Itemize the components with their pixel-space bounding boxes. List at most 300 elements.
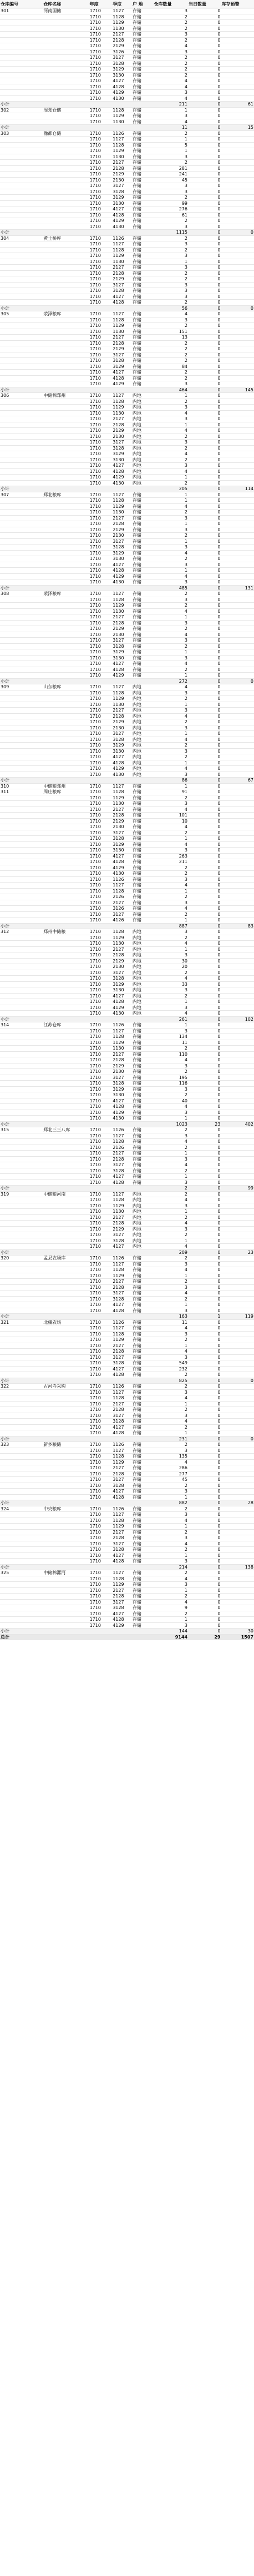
table-row[interactable] [0,125,254,131]
table-row[interactable] [0,608,254,614]
table-row[interactable] [0,911,254,918]
table-row[interactable] [0,620,254,626]
table-cell: 1710 [89,1541,113,1547]
table-row[interactable] [0,67,254,73]
table-row[interactable] [0,1296,254,1302]
table-row[interactable] [0,1249,254,1256]
table-row[interactable] [0,1273,254,1279]
table-row[interactable] [0,579,254,586]
table-row[interactable] [0,130,254,137]
table-row[interactable] [0,533,254,539]
table-row[interactable] [0,894,254,900]
table-row[interactable] [0,591,254,597]
table-row[interactable] [0,952,254,959]
table-row[interactable] [0,172,254,178]
table-row[interactable] [0,428,254,434]
table-row[interactable] [0,1104,254,1110]
table-row[interactable] [0,235,254,241]
table-row[interactable] [0,1139,254,1145]
table-row[interactable] [0,1244,254,1250]
table-row[interactable] [0,1360,254,1367]
table-row[interactable] [0,422,254,428]
table-row[interactable] [0,1535,254,1541]
table-row[interactable] [0,976,254,982]
table-row[interactable] [0,183,254,189]
table-row[interactable] [0,410,254,416]
table-row[interactable] [0,1401,254,1407]
table-row[interactable] [0,1186,254,1192]
table-row[interactable] [0,212,254,218]
table-row[interactable] [0,725,254,731]
table-row[interactable] [0,270,254,276]
table-row[interactable] [0,1372,254,1378]
table-row[interactable] [0,1016,254,1022]
table-row[interactable] [0,1162,254,1168]
table-row[interactable] [0,614,254,621]
table-cell: 1710 [89,538,113,545]
table-row[interactable] [0,1057,254,1063]
table-row[interactable] [0,527,254,533]
table-row[interactable] [0,1232,254,1238]
table-row[interactable] [0,556,254,562]
table-row[interactable] [0,1570,254,1576]
table-row[interactable] [0,381,254,387]
table-row[interactable] [0,253,254,259]
table-row[interactable] [0,1529,254,1535]
table-row[interactable] [0,987,254,994]
table-row[interactable] [0,405,254,411]
table-row[interactable] [0,160,254,166]
table-row[interactable] [0,731,254,737]
table-row[interactable] [0,352,254,358]
table-row[interactable] [0,958,254,964]
table-row[interactable] [0,1331,254,1337]
table-row[interactable] [0,480,254,486]
table-row[interactable] [0,865,254,871]
table-row[interactable] [0,1302,254,1308]
table-row[interactable] [0,78,254,84]
table-row[interactable] [0,282,254,288]
table-row[interactable] [0,463,254,469]
table-row[interactable] [0,317,254,323]
table-row[interactable] [0,475,254,481]
table-row[interactable] [0,964,254,970]
table-cell: 1710 [89,492,113,498]
table-row[interactable] [0,1430,254,1436]
table-row[interactable] [0,346,254,352]
table-row[interactable] [0,49,254,55]
table-row[interactable] [0,1605,254,1611]
table-row[interactable] [0,941,254,947]
table-row[interactable] [0,259,254,265]
table-row[interactable] [0,113,254,119]
table-row[interactable] [0,684,254,690]
table-row[interactable] [0,1284,254,1290]
table-row[interactable] [0,1442,254,1448]
table-row[interactable] [0,107,254,113]
table-row[interactable] [0,224,254,230]
table-row[interactable] [0,137,254,143]
table-row[interactable] [0,1582,254,1588]
table-row[interactable] [0,8,254,14]
table-row[interactable] [0,445,254,451]
table-row[interactable] [0,206,254,213]
table-row[interactable] [0,649,254,656]
table-row[interactable] [0,84,254,90]
table-row[interactable] [0,1226,254,1232]
table-row[interactable] [0,1267,254,1273]
table-row[interactable] [0,1197,254,1203]
table-row[interactable] [0,1028,254,1034]
table-row[interactable] [0,90,254,96]
table-row[interactable] [0,702,254,708]
table-row[interactable] [0,1034,254,1040]
col-header[interactable]: 仓库名称 [43,0,89,8]
table-row[interactable] [0,1419,254,1425]
table-row[interactable] [0,1629,254,1635]
table-row[interactable] [0,294,254,300]
table-row[interactable] [0,993,254,999]
table-row[interactable] [0,573,254,579]
table-row[interactable] [0,1005,254,1011]
table-row[interactable] [0,1465,254,1471]
table-row[interactable] [0,1011,254,1017]
table-row[interactable] [0,498,254,504]
table-row[interactable] [0,1512,254,1518]
table-row[interactable] [0,1145,254,1151]
table-row[interactable] [0,457,254,463]
table-row[interactable] [0,486,254,492]
table-row[interactable] [0,364,254,370]
table-row[interactable] [0,1541,254,1547]
table-row[interactable] [0,888,254,894]
table-row[interactable] [0,1366,254,1372]
table-row[interactable] [0,329,254,335]
table-row[interactable] [0,1214,254,1221]
table-row[interactable] [0,335,254,341]
table-row[interactable] [0,1564,254,1570]
table-row[interactable] [0,1040,254,1046]
table-row[interactable] [0,305,254,311]
table-row[interactable] [0,1413,254,1419]
table-row[interactable] [0,1489,254,1495]
table-row[interactable] [0,1168,254,1174]
table-row[interactable] [0,1518,254,1524]
table-row[interactable] [0,1448,254,1454]
table-cell [43,1337,89,1343]
table-row[interactable] [0,667,254,673]
table-row[interactable] [0,1343,254,1349]
table-row[interactable] [0,824,254,830]
table-row[interactable] [0,1086,254,1092]
table-row[interactable] [0,26,254,32]
table-row[interactable] [0,241,254,248]
table-row[interactable] [0,276,254,283]
table-row[interactable] [0,14,254,20]
table-row[interactable] [0,154,254,160]
table-row[interactable] [0,1454,254,1460]
table-row[interactable] [0,1634,254,1640]
table-row[interactable] [0,1133,254,1139]
table-row[interactable] [0,772,254,778]
table-row[interactable] [0,1075,254,1081]
table-row[interactable] [0,836,254,842]
table-row[interactable] [0,1599,254,1605]
table-row[interactable] [0,358,254,364]
table-row[interactable] [0,883,254,889]
table-row[interactable] [0,1203,254,1209]
table-row[interactable] [0,853,254,859]
table-row[interactable] [0,1617,254,1623]
col-header[interactable]: 季度 [112,0,132,8]
table-row[interactable] [0,568,254,574]
table-row[interactable] [0,148,254,154]
table-row[interactable] [0,1576,254,1582]
table-row[interactable] [0,1022,254,1029]
table-row[interactable] [0,538,254,545]
table-row[interactable] [0,789,254,795]
table-row[interactable] [0,661,254,667]
table-row[interactable] [0,946,254,952]
table-row[interactable] [0,32,254,38]
table-row[interactable] [0,1290,254,1297]
table-row[interactable] [0,1471,254,1477]
table-row[interactable] [0,61,254,67]
table-row[interactable] [0,1325,254,1332]
table-row[interactable] [0,20,254,26]
table-row[interactable] [0,981,254,987]
table-row[interactable] [0,119,254,125]
table-row[interactable] [0,550,254,556]
table-row[interactable] [0,1349,254,1355]
table-row[interactable] [0,923,254,929]
table-row[interactable] [0,1063,254,1069]
table-row[interactable] [0,1407,254,1413]
table-row[interactable] [0,1524,254,1530]
table-row[interactable] [0,468,254,475]
table-row[interactable] [0,1256,254,1262]
table-row[interactable] [0,1279,254,1285]
table-row[interactable] [0,387,254,393]
col-header[interactable]: 年度 [89,0,113,8]
table-row[interactable] [0,673,254,679]
table-cell [0,935,23,941]
table-row[interactable] [0,142,254,148]
table-cell: 存储 [132,1389,154,1395]
table-row[interactable] [0,200,254,206]
table-row[interactable] [0,1559,254,1565]
table-row[interactable] [0,1594,254,1600]
table-row[interactable] [0,900,254,906]
table-row[interactable] [0,1622,254,1629]
table-row[interactable] [0,848,254,854]
table-row[interactable] [0,1587,254,1594]
col-header[interactable]: 当日数量 [188,0,221,8]
table-row[interactable] [0,370,254,376]
table-row[interactable] [0,806,254,813]
table-row[interactable] [0,818,254,824]
table-row[interactable] [0,1238,254,1244]
table-row[interactable] [0,340,254,346]
table-row[interactable] [0,503,254,510]
col-header[interactable] [23,0,43,8]
table-row[interactable] [0,545,254,551]
table-row[interactable] [0,876,254,883]
table-row[interactable] [0,795,254,801]
table-row[interactable] [0,1319,254,1325]
table-row[interactable] [0,1046,254,1052]
table-row[interactable] [0,760,254,766]
col-header[interactable]: 仓库编号 [0,0,23,8]
table-row[interactable] [0,1191,254,1197]
table-row[interactable] [0,1179,254,1186]
table-row[interactable] [0,690,254,696]
table-row[interactable] [0,1494,254,1500]
table-row[interactable] [0,708,254,714]
table-row[interactable] [0,638,254,644]
table-row[interactable] [0,1552,254,1559]
table-row[interactable] [0,1110,254,1116]
table-row[interactable] [0,1611,254,1617]
table-row[interactable] [0,643,254,649]
table-row[interactable] [0,323,254,329]
table-row[interactable] [0,754,254,760]
table-row[interactable] [0,311,254,317]
table-row[interactable] [0,1098,254,1104]
table-row[interactable] [0,1209,254,1215]
table-row[interactable] [0,830,254,836]
table-row[interactable] [0,399,254,405]
table-row[interactable] [0,743,254,749]
table-row[interactable] [0,1459,254,1465]
table-row[interactable] [0,515,254,521]
table-row[interactable] [0,521,254,527]
table-row[interactable] [0,1221,254,1227]
table-row[interactable] [0,1389,254,1395]
table-row[interactable] [0,801,254,807]
table-row[interactable] [0,1395,254,1402]
table-row[interactable] [0,696,254,702]
col-header[interactable]: 库存预警 [221,0,254,8]
table-row[interactable] [0,1547,254,1553]
table-row[interactable] [0,1308,254,1314]
table-row[interactable] [0,1477,254,1483]
table-row[interactable] [0,375,254,381]
table-row[interactable] [0,1081,254,1087]
table-row[interactable] [0,1261,254,1267]
table-row[interactable] [0,859,254,865]
table-row[interactable] [0,43,254,49]
table-row[interactable] [0,300,254,306]
table-row[interactable] [0,55,254,61]
table-row[interactable] [0,1337,254,1343]
table-row[interactable] [0,1500,254,1506]
col-header[interactable]: 仓库数量 [154,0,188,8]
table-row[interactable] [0,1174,254,1180]
table-row[interactable] [0,1354,254,1360]
table-row[interactable] [0,1116,254,1122]
table-row[interactable] [0,585,254,591]
table-row[interactable] [0,37,254,43]
table-row[interactable] [0,713,254,719]
table-row[interactable] [0,95,254,102]
table-row[interactable] [0,1483,254,1489]
table-row[interactable] [0,393,254,399]
table-row[interactable] [0,1051,254,1057]
table-row[interactable] [0,918,254,924]
col-header[interactable]: 户 地 [132,0,154,8]
table-row[interactable] [0,778,254,784]
table-row[interactable] [0,1436,254,1442]
table-row[interactable] [0,1151,254,1157]
table-row[interactable] [0,265,254,271]
table-row[interactable] [0,1127,254,1133]
table-row[interactable] [0,970,254,976]
table-row[interactable] [0,597,254,603]
table-row[interactable] [0,288,254,294]
table-row[interactable] [0,929,254,935]
table-row[interactable] [0,603,254,609]
table-row[interactable] [0,1156,254,1162]
table-cell [43,282,89,288]
table-row[interactable] [0,737,254,743]
table-row[interactable] [0,1121,254,1127]
table-row[interactable] [0,1092,254,1098]
table-row[interactable] [0,626,254,632]
table-row[interactable] [0,433,254,440]
table-row[interactable] [0,562,254,568]
table-row[interactable] [0,177,254,183]
table-row[interactable] [0,1384,254,1390]
table-row[interactable] [0,218,254,224]
table-row[interactable] [0,1069,254,1075]
table-cell: 1710 [89,1151,113,1157]
table-row[interactable] [0,719,254,725]
table-cell: 1710 [89,673,113,679]
table-cell [221,929,254,935]
table-row[interactable] [0,935,254,941]
table-row[interactable] [0,189,254,195]
table-row[interactable] [0,72,254,78]
table-row[interactable] [0,841,254,848]
table-row[interactable] [0,492,254,498]
table-row[interactable] [0,906,254,912]
table-row[interactable] [0,440,254,446]
table-row[interactable] [0,165,254,172]
table-row[interactable] [0,1314,254,1320]
table-row[interactable] [0,510,254,516]
table-row[interactable] [0,632,254,638]
table-row[interactable] [0,871,254,877]
table-row[interactable] [0,195,254,201]
table-row[interactable] [0,813,254,819]
table-row[interactable] [0,783,254,789]
table-row[interactable] [0,1424,254,1430]
table-row[interactable] [0,748,254,754]
table-row[interactable] [0,678,254,684]
table-row[interactable] [0,655,254,661]
table-row[interactable] [0,451,254,457]
table-row[interactable] [0,1378,254,1384]
table-row[interactable] [0,766,254,772]
table-row[interactable] [0,230,254,236]
table-row[interactable] [0,416,254,422]
table-cell [0,818,23,824]
table-row[interactable] [0,247,254,253]
table-row[interactable] [0,102,254,108]
table-row[interactable] [0,999,254,1005]
table-row[interactable] [0,1506,254,1512]
